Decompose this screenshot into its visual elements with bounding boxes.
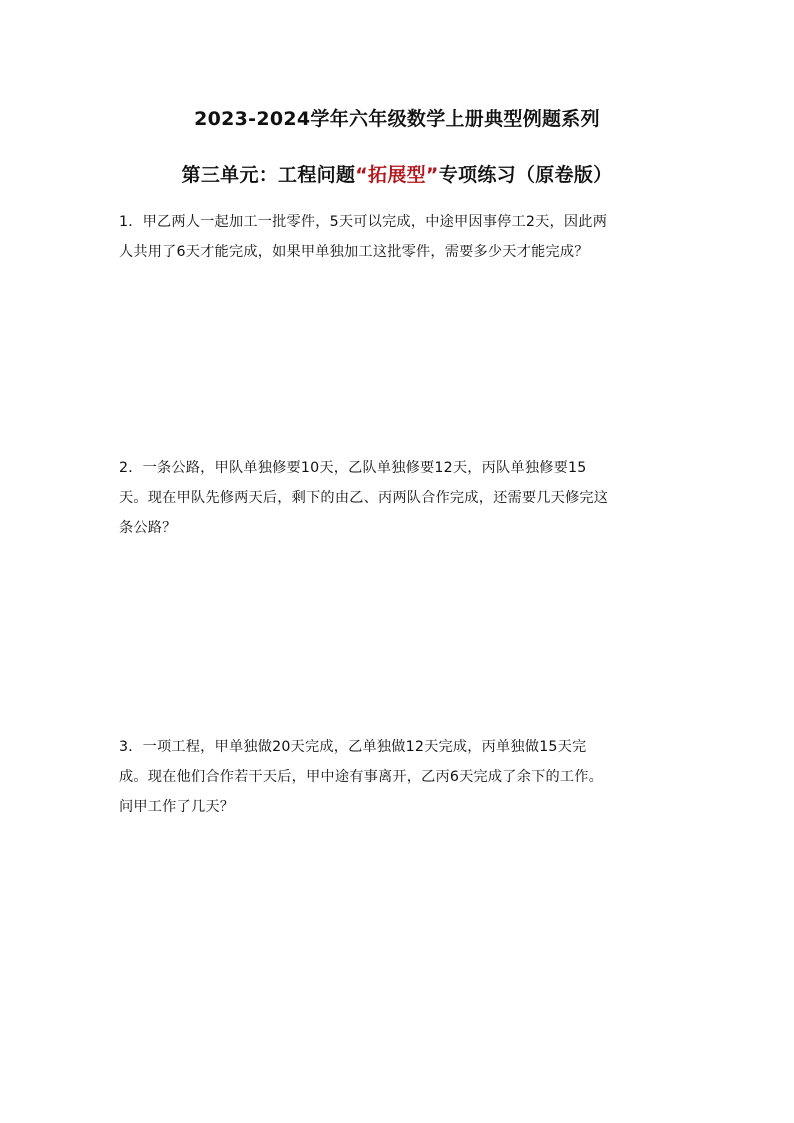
question-3 xyxy=(119,732,681,822)
document-title: 2023-2024学年六年级数学上册典型例题系列 xyxy=(194,108,600,130)
question-line: 1．甲乙两人一起加工一批零件，5天可以完成，中途甲因事停工2天，因此两 xyxy=(119,214,608,230)
subtitle-highlight: “拓展型” xyxy=(355,164,439,186)
question-1 xyxy=(119,207,681,267)
question-line: 成。现在他们合作若干天后，甲中途有事离开，乙丙6天完成了余下的工作。 xyxy=(119,769,604,785)
question-line: 人共用了6天才能完成，如果甲单独加工这批零件，需要多少天才能完成？ xyxy=(119,244,589,260)
document-subtitle xyxy=(0,160,794,187)
subtitle-prefix: 第三单元：工程问题 xyxy=(181,164,356,186)
question-line: 条公路？ xyxy=(119,520,177,536)
question-line: 问甲工作了几天？ xyxy=(119,799,235,815)
question-line: 天。现在甲队先修两天后，剩下的由乙、丙两队合作完成，还需要几天修完这 xyxy=(119,490,609,506)
question-line: 2．一条公路，甲队单独修要10天，乙队单独修要12天，丙队单独修要15 xyxy=(119,460,587,476)
question-2 xyxy=(119,453,681,543)
question-line: 3．一项工程，甲单独做20天完成，乙单独做12天完成，丙单独做15天完 xyxy=(119,739,587,755)
subtitle-suffix: 专项练习（原卷版） xyxy=(438,164,613,186)
